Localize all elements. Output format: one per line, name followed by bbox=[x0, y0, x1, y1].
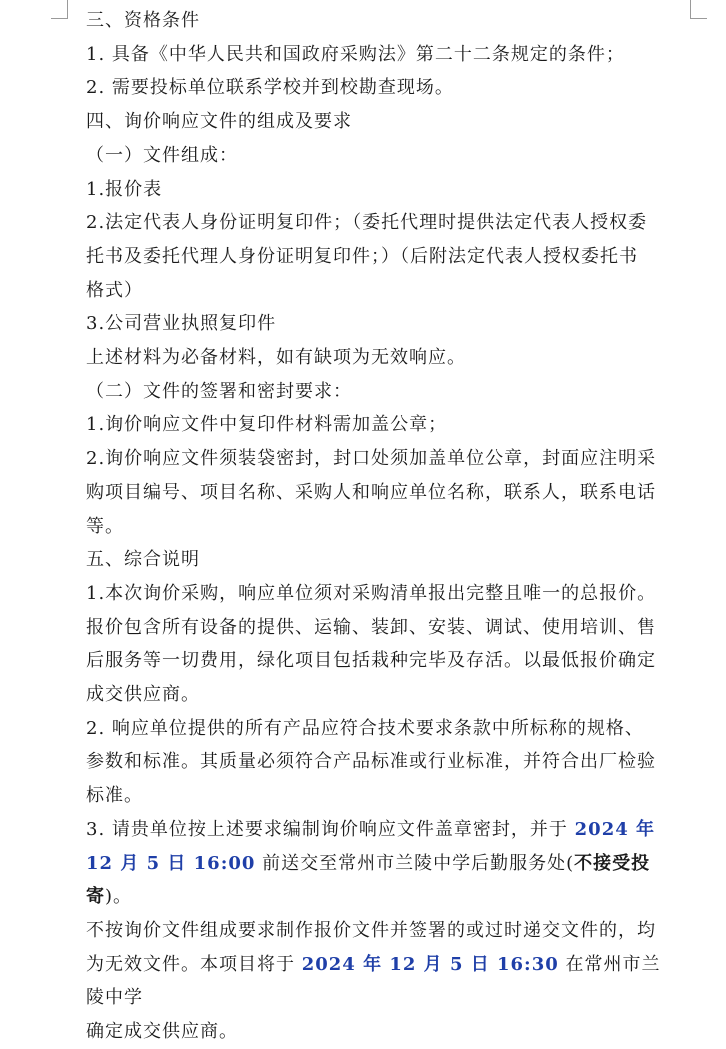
document-page bbox=[86, 4, 672, 1049]
general-item-1-line-4: 成交供应商。 bbox=[86, 684, 200, 706]
section-heading-general: 五、综合说明 bbox=[86, 549, 200, 571]
general-item-3-line-5: 确定成交供应商。 bbox=[86, 1021, 238, 1043]
qualification-item-1: 1. 具备《中华人民共和国政府采购法》第二十二条规定的条件； bbox=[86, 43, 625, 65]
crop-mark-top-right bbox=[690, 0, 707, 19]
crop-mark-top-left bbox=[51, 0, 68, 19]
section-heading-response-docs: 四、询价响应文件的组成及要求 bbox=[86, 111, 352, 133]
general-item-3-line-2 bbox=[86, 847, 672, 914]
general-item-1-line-2: 报价包含所有设备的提供、运输、装卸、安装、调试、使用培训、售 bbox=[86, 616, 656, 638]
general-item-3-line-3: 不按询价文件组成要求制作报价文件并签署的或过时递交文件的，均 bbox=[86, 919, 656, 941]
selection-location-text: 在常州市兰陵中学 bbox=[86, 953, 661, 1009]
invalid-docs-text: 为无效文件。本项目将于 bbox=[86, 953, 295, 975]
qualification-item-2: 2. 需要投标单位联系学校并到校勘查现场。 bbox=[86, 77, 454, 99]
no-mail-notice: 不接受投寄 bbox=[86, 852, 651, 908]
sealing-item-2-line-3: 等。 bbox=[86, 515, 124, 537]
general-item-2-line-1: 2. 响应单位提供的所有产品应符合技术要求条款中所标称的规格、 bbox=[86, 717, 644, 739]
composition-note: 上述材料为必备材料，如有缺项为无效响应。 bbox=[86, 347, 466, 369]
section-heading-qualification: 三、资格条件 bbox=[86, 10, 200, 31]
general-item-3-line-1 bbox=[86, 813, 672, 847]
subheading-signing-sealing: （二）文件的签署和密封要求： bbox=[86, 380, 352, 402]
general-item-3-line-4 bbox=[86, 948, 672, 1015]
composition-item-1: 1.报价表 bbox=[86, 178, 163, 200]
selection-date-time: 2024 年 12 月 5 日 16:30 bbox=[301, 953, 559, 975]
composition-item-3: 3.公司营业执照复印件 bbox=[86, 313, 277, 335]
composition-item-2-line-2: 托书及委托代理人身份证明复印件；）（后附法定代表人授权委托书 bbox=[86, 245, 638, 267]
deadline-date-time: 12 月 5 日 16:00 bbox=[86, 852, 256, 874]
general-item-2-line-3: 标准。 bbox=[86, 785, 143, 807]
general-item-1-line-1: 1.本次询价采购，响应单位须对采购清单报出完整且唯一的总报价。 bbox=[86, 582, 657, 604]
delivery-location-end: )。 bbox=[105, 886, 133, 908]
general-item-1-line-3: 后服务等一切费用，绿化项目包括栽种完毕及存活。以最低报价确定 bbox=[86, 650, 656, 672]
general-item-2-line-2: 参数和标准。其质量必须符合产品标准或行业标准，并符合出厂检验 bbox=[86, 751, 656, 773]
sealing-item-2-line-2: 购项目编号、项目名称、采购人和响应单位名称，联系人，联系电话 bbox=[86, 481, 656, 503]
sealing-item-2-line-1: 2.询价响应文件须装袋密封，封口处须加盖单位公章，封面应注明采 bbox=[86, 448, 657, 470]
delivery-location-text: 前送交至常州市兰陵中学后勤服务处( bbox=[262, 852, 575, 874]
subheading-doc-composition: （一）文件组成： bbox=[86, 144, 238, 166]
composition-item-2-line-1: 2.法定代表人身份证明复印件；（委托代理时提供法定代表人授权委 bbox=[86, 212, 648, 234]
sealing-item-1: 1.询价响应文件中复印件材料需加盖公章； bbox=[86, 414, 448, 436]
composition-item-2-line-3: 格式） bbox=[86, 279, 143, 301]
deadline-date-year: 2024 年 bbox=[574, 818, 656, 840]
general-item-3-text: 3. 请贵单位按上述要求编制询价响应文件盖章密封，并于 bbox=[86, 818, 568, 840]
